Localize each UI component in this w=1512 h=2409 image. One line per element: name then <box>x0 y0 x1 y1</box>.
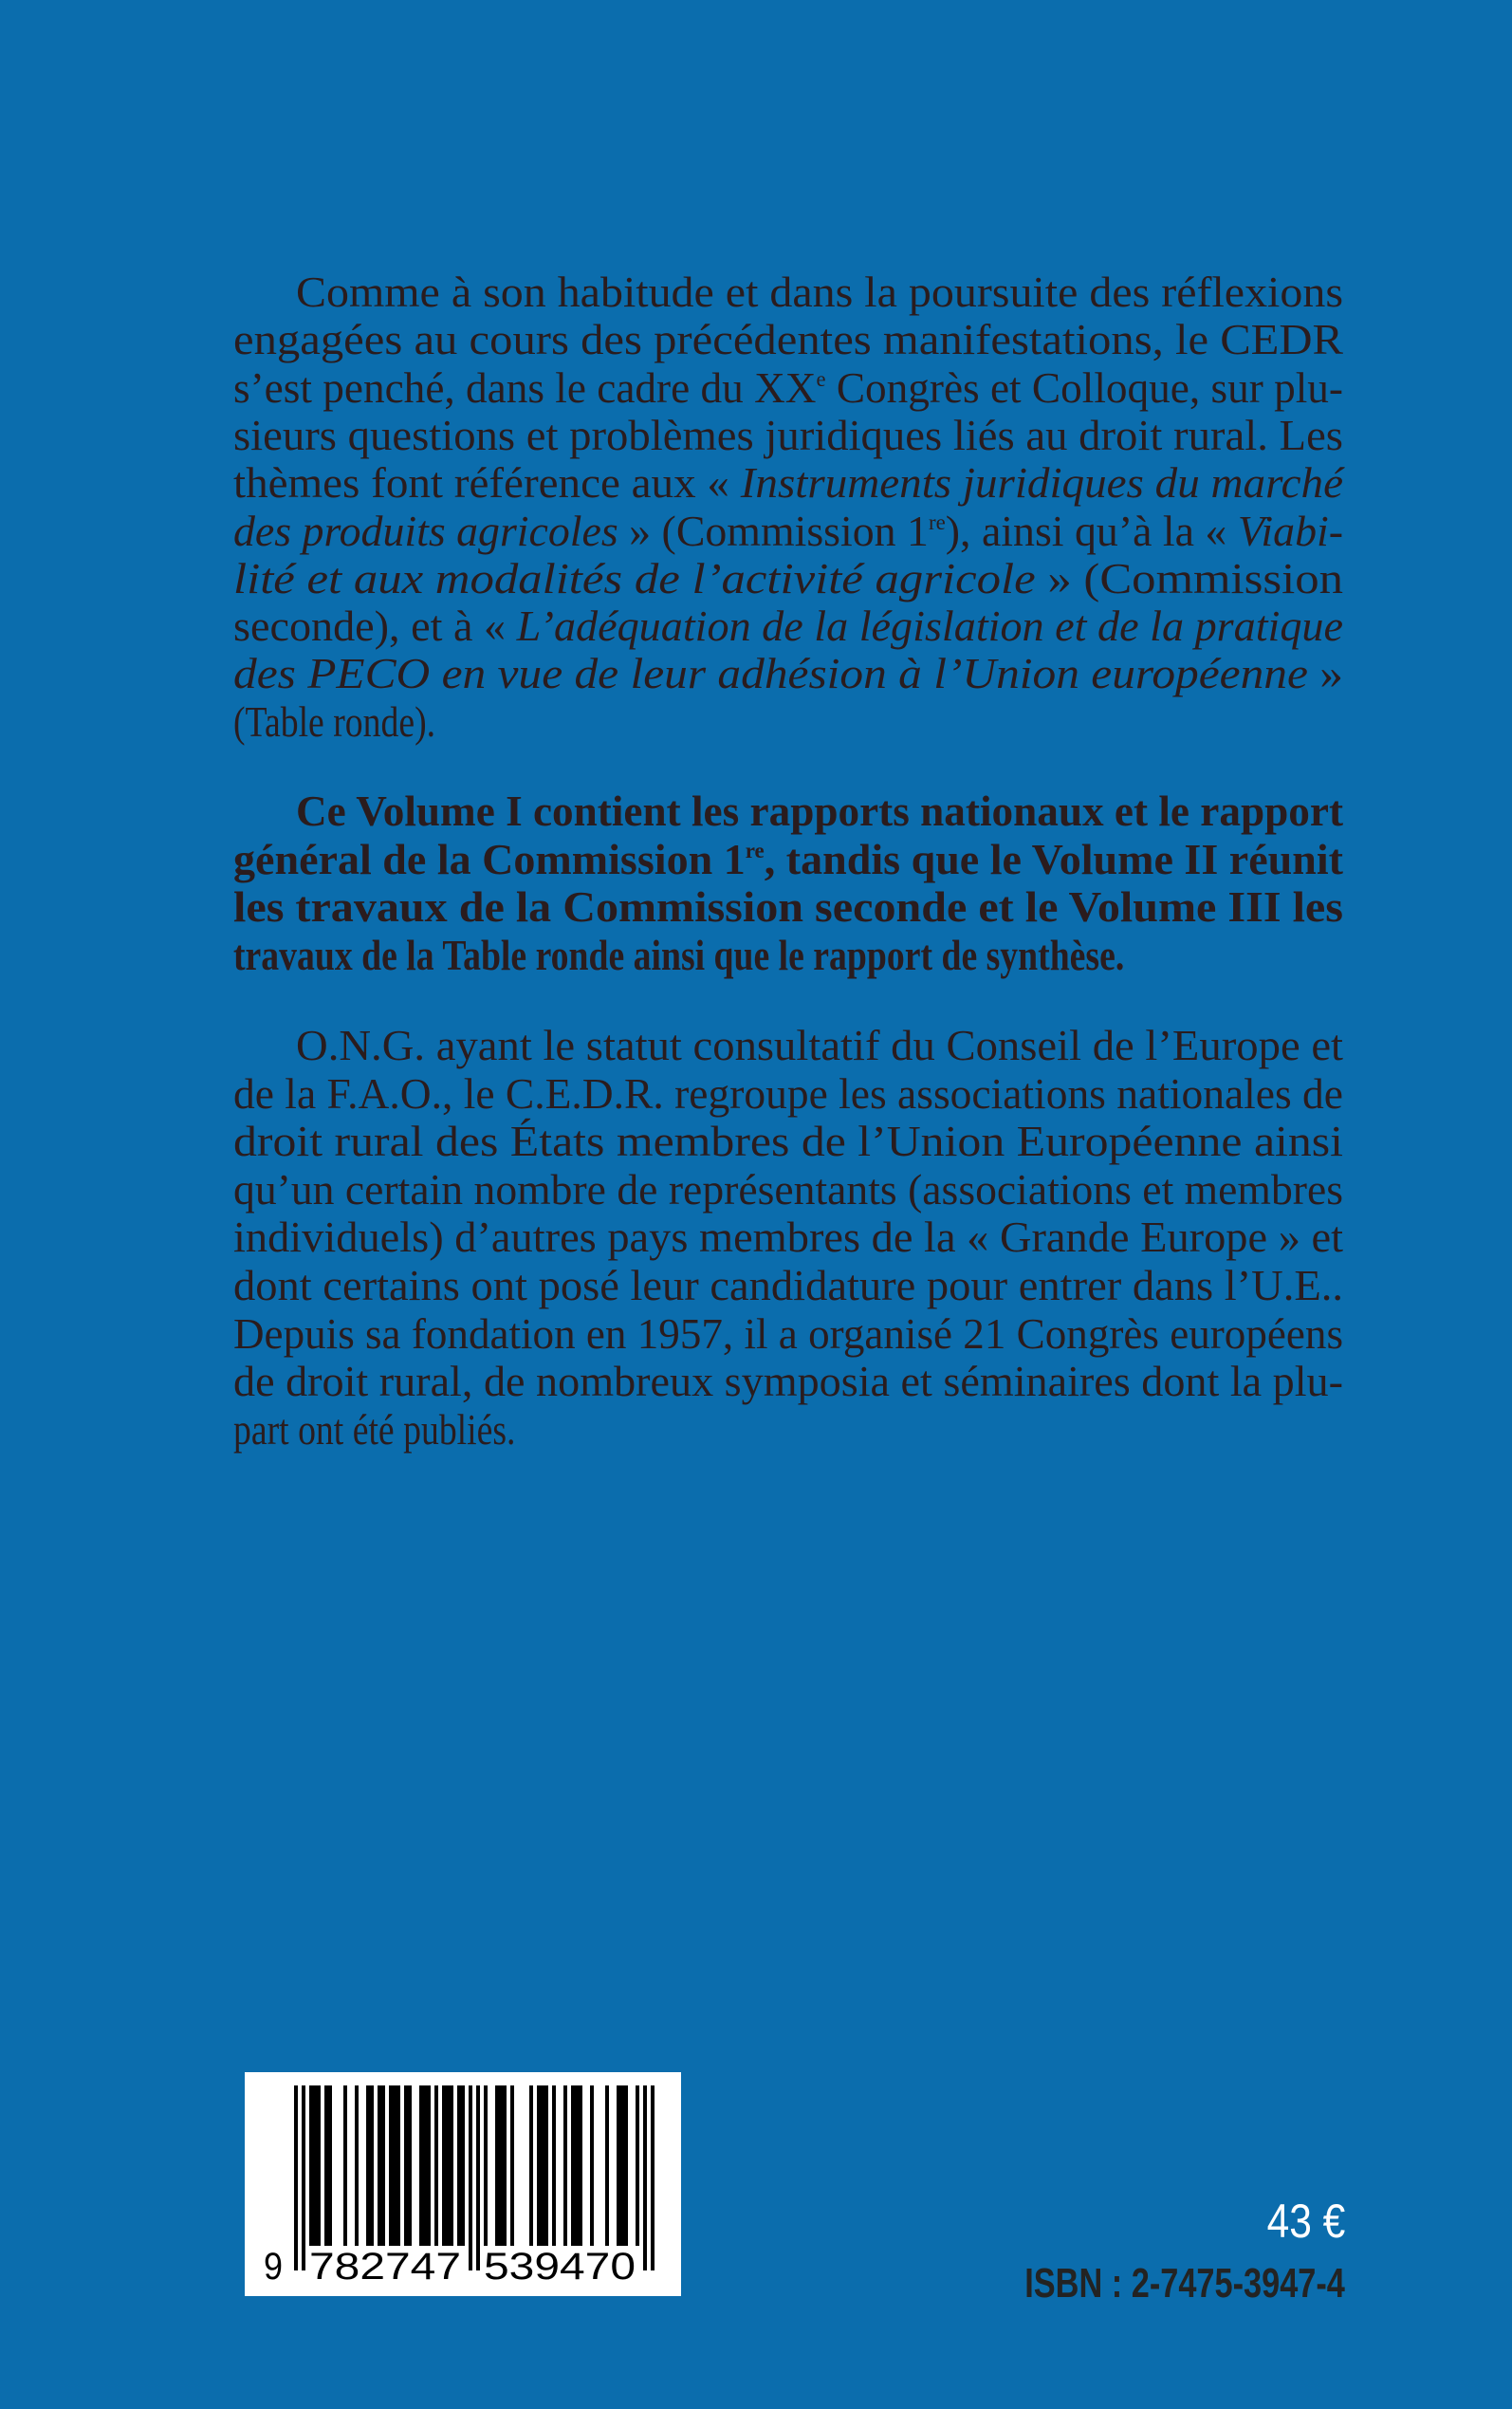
text-segment: Depuis sa fondation en 1957, il a organisé 21 Congrès européens <box>233 1308 1343 1358</box>
barcode-bar <box>484 2085 488 2246</box>
barcode-digits: 782747 <box>309 2246 461 2288</box>
italic-text: lité et aux modalités de l’activité agricole <box>233 553 1036 602</box>
barcode-bar <box>624 2085 628 2246</box>
text-line <box>233 698 480 746</box>
text-segment: O.N.G. ayant le statut consultatif du Conseil de l’Europe et <box>296 1021 1343 1069</box>
barcode-bar <box>450 2085 453 2246</box>
text-segment: sieurs questions et problèmes juridiques liés au droit rural. Les <box>233 410 1343 459</box>
text-segment: Congrès et Colloque, sur plu- <box>825 362 1343 412</box>
text-line <box>233 1310 1366 1358</box>
text-line <box>233 882 1343 932</box>
barcode-bar <box>469 2085 472 2270</box>
text-line <box>233 1261 1343 1309</box>
barcode-bar <box>461 2085 465 2246</box>
text-line <box>233 315 1343 364</box>
text-segment: » <box>1307 649 1344 698</box>
barcode-bar <box>378 2085 381 2246</box>
barcode-bar <box>643 2085 647 2270</box>
barcode-bar <box>575 2085 579 2246</box>
italic-text: Viabi- <box>1237 506 1343 555</box>
barcode-bar <box>396 2085 400 2246</box>
barcode-bar <box>499 2085 503 2246</box>
barcode-bar <box>294 2085 298 2270</box>
barcode-bar <box>393 2085 396 2246</box>
barcode-bar <box>408 2085 412 2246</box>
text-segment: qu’un certain nombre de représentants (associations et membres <box>233 1164 1343 1214</box>
barcode-bar <box>579 2085 582 2246</box>
text-segment: de la F.A.O., le C.E.D.R. regroupe les associations nationales de <box>233 1068 1343 1118</box>
text-segment: Ce Volume I contient les rapports nationaux et le rapport <box>296 787 1343 835</box>
text-line <box>233 364 1361 412</box>
text-segment: de droit rural, de nombreux symposia et séminaires dont la plu- <box>233 1357 1343 1406</box>
barcode-bar <box>617 2085 620 2246</box>
text-segment: les travaux de la Commission seconde et le Volume III les <box>233 882 1343 932</box>
text-line <box>296 268 1343 316</box>
text-line <box>233 1117 1343 1166</box>
barcode-bar <box>495 2085 499 2246</box>
text-segment: engagées au cours des précédentes manifestations, le CEDR <box>233 315 1343 364</box>
text-line <box>233 410 1343 459</box>
barcode-bar <box>313 2085 317 2246</box>
barcode-bar <box>446 2085 450 2246</box>
barcode-digits: 9 <box>264 2246 283 2288</box>
text-segment: , tandis que le Volume II réunit <box>764 834 1343 883</box>
text-line <box>233 1357 1343 1406</box>
barcode-bar <box>370 2085 374 2246</box>
barcode-bar <box>427 2085 431 2246</box>
barcode-bar <box>302 2085 305 2270</box>
text-line <box>233 932 1319 979</box>
barcode-bar <box>620 2085 624 2246</box>
barcode <box>245 2072 681 2296</box>
barcode-bar <box>328 2085 332 2246</box>
isbn-label: ISBN : 2-7475-3947-4 <box>1024 2260 1345 2307</box>
text-segment: travaux de la Table ronde ainsi que le rapport de synthèse. <box>233 930 1125 979</box>
text-segment: (Table ronde). <box>233 696 436 746</box>
barcode-bar <box>590 2085 594 2246</box>
text-line <box>233 1406 578 1454</box>
text-line <box>233 508 1347 555</box>
barcode-bar <box>636 2085 639 2246</box>
barcode-bar <box>442 2085 446 2246</box>
text-segment: droit rural des États membres de l’Union Européenne ainsi <box>233 1117 1343 1166</box>
text-segment: » (Commission <box>1035 553 1343 602</box>
italic-text: Instruments juridiques du marché <box>740 458 1343 508</box>
text-line <box>233 553 1343 602</box>
barcode-bar <box>423 2085 427 2246</box>
barcode-bar <box>389 2085 393 2246</box>
price-label: 43 € <box>1266 2195 1345 2248</box>
superscript: re <box>928 510 946 534</box>
text-segment: s’est penché, dans le cadre du XX <box>233 362 817 412</box>
text-segment: part ont été publiés. <box>233 1404 516 1454</box>
barcode-bar <box>355 2085 359 2246</box>
barcode-bar <box>476 2085 480 2270</box>
text-line <box>233 602 1343 651</box>
text-line <box>233 1213 1343 1262</box>
text-segment: thèmes font référence aux « <box>233 458 741 508</box>
text-line <box>233 458 1343 508</box>
text-line <box>296 788 1361 835</box>
barcode-bars <box>245 2072 681 2296</box>
text-segment: seconde), et à « <box>233 602 517 651</box>
barcode-digits: 539470 <box>484 2246 636 2288</box>
barcode-bar <box>419 2085 423 2246</box>
barcode-bar <box>366 2085 370 2246</box>
text-segment: général de la Commission 1 <box>233 834 746 883</box>
barcode-bar <box>552 2085 556 2246</box>
text-line <box>233 836 1342 883</box>
text-segment: » (Commission 1 <box>618 506 929 555</box>
barcode-bar <box>537 2085 541 2246</box>
superscript: re <box>745 838 765 862</box>
text-segment: Comme à son habitude et dans la poursuite des réflexions <box>296 268 1343 316</box>
text-segment: individuels) d’autres pays membres de la « Grande Europe » et <box>233 1213 1343 1262</box>
italic-text: des PECO en vue de leur adhésion à l’Union européenne <box>233 649 1308 698</box>
barcode-bar <box>324 2085 328 2246</box>
barcode-bar <box>571 2085 575 2246</box>
italic-text: L’adéquation de la législation et de la pratique <box>516 602 1343 651</box>
text-line <box>233 1070 1355 1118</box>
text-line <box>233 649 1344 698</box>
barcode-bar <box>541 2085 544 2246</box>
text-line <box>233 1166 1352 1214</box>
text-segment: ), ainsi qu’à la « <box>945 506 1238 555</box>
superscript: e <box>816 366 826 391</box>
barcode-bar <box>544 2085 548 2246</box>
barcode-bar <box>343 2085 347 2246</box>
barcode-bar <box>434 2085 438 2246</box>
barcode-bar <box>651 2085 655 2270</box>
barcode-bar <box>605 2085 609 2246</box>
barcode-bar <box>457 2085 461 2246</box>
barcode-bar <box>510 2085 514 2246</box>
barcode-bar <box>563 2085 567 2246</box>
text-segment: dont certains ont posé leur candidature pour entrer dans l’U.E.. <box>233 1261 1343 1309</box>
barcode-bar <box>381 2085 385 2246</box>
barcode-bar <box>404 2085 408 2246</box>
barcode-bar <box>529 2085 533 2246</box>
barcode-bar <box>503 2085 507 2246</box>
barcode-bar <box>309 2085 313 2246</box>
text-line <box>296 1021 1343 1069</box>
barcode-bar <box>317 2085 321 2246</box>
italic-text: des produits agricoles <box>233 506 618 555</box>
